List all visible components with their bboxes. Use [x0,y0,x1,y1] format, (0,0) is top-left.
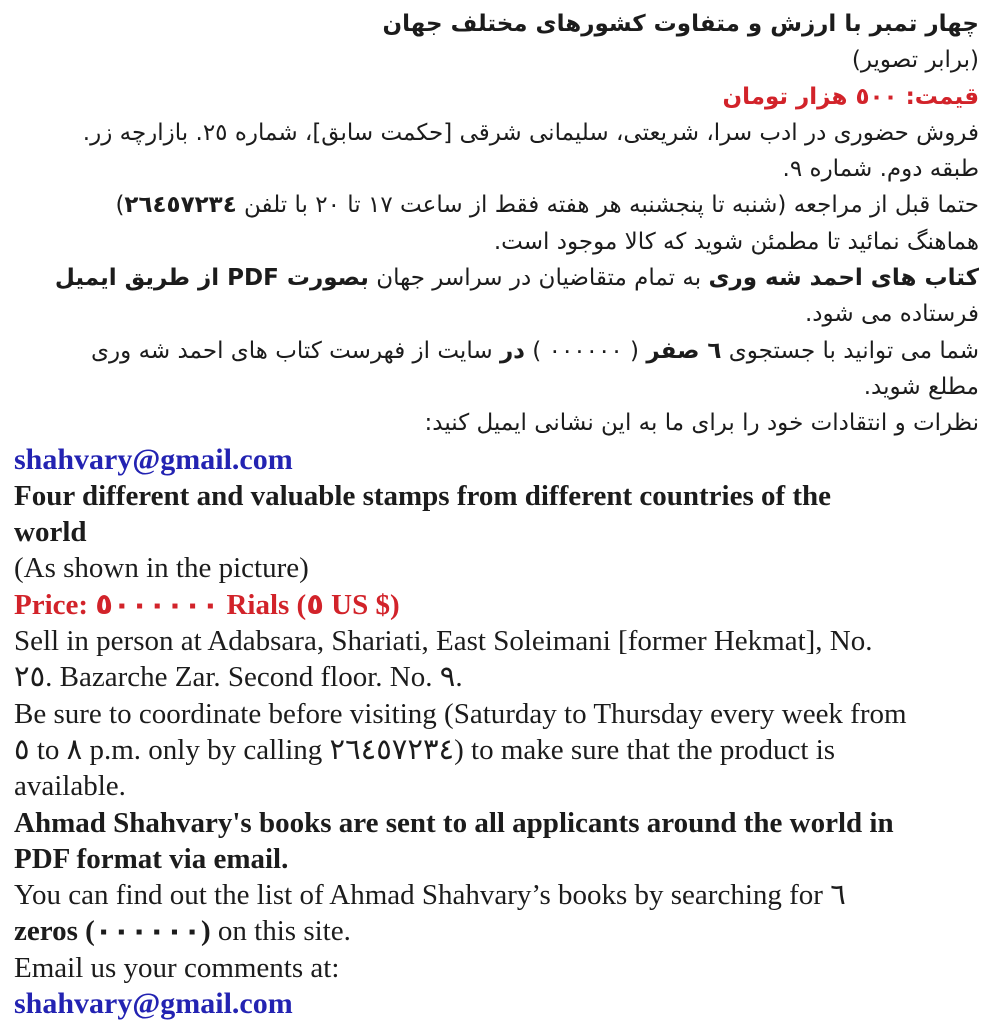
en-zeros-bold: zeros (٠٠٠٠٠٠) [14,915,211,948]
fa-price: قیمت: ٥٠٠ هزار تومان [722,83,979,110]
fa-zeros-digits: ( ٠٠٠٠٠٠ ) [524,337,647,364]
fa-coordinate-line-2: هماهنگ نمائید تا مطمئن شوید که کالا موجود است. [493,228,979,255]
en-title-line-1: Four different and valuable stamps from different countries of the [14,479,832,512]
fa-zeros-line-1 [14,333,979,369]
fa-books-author: کتاب های احمد شه وری [708,265,979,292]
en-coordinate-line-2: ٥ to ٨ p.m. only by calling ٢٦٤٥٧٢٣٤) to make sure that the product is [14,733,836,766]
en-as-picture: (As shown in the picture) [14,552,309,585]
en-zeros-line-1: You can find out the list of Ahmad Shahvary’s books by searching for ٦ [14,879,846,912]
en-books-line-1: Ahmad Shahvary's books are sent to all applicants around the world in [14,806,894,839]
en-sell-line-2: ٢٥. Bazarche Zar. Second floor. No. ٩. [14,661,463,694]
email-link-bottom[interactable]: shahvary@gmail.com [14,987,293,1021]
en-zeros-line-2 [14,913,979,949]
fa-email-label: نظرات و انتقادات خود را برای ما به این نشانی ایمیل کنید: [424,410,979,437]
fa-as-picture: (برابر تصویر) [851,47,979,74]
fa-zeros-in: در [499,337,525,364]
en-coordinate-line-1: Be sure to coordinate before visiting (Saturday to Thursday every week from [14,697,907,730]
fa-six-zeros: ٦ صفر [646,337,722,364]
en-coordinate-line-3: available. [14,770,126,803]
fa-phone-number: ٢٦٤٥٧٢٣٤ [124,192,237,219]
fa-coordinate-line-1 [14,187,979,223]
fa-books-line-2: فرستاده می شود. [804,301,979,328]
en-title-line-2: world [14,516,87,549]
fa-zeros-text-1: شما می توانید با جستجوی [721,337,979,364]
fa-title: چهار تمبر با ارزش و متفاوت کشورهای مختلف جهان [382,11,979,37]
fa-coordinate-text-start: حتما قبل از مراجعه (شنبه تا پنجشنبه هر هفته فقط از ساعت ١٧ تا ٢٠ با تلفن [236,192,979,219]
en-zeros-rest: on this site. [210,915,351,948]
email-link-top[interactable]: shahvary@gmail.com [14,442,293,476]
en-sell-line-1: Sell in person at Adabsara, Shariati, East Soleimani [former Hekmat], No. [14,625,873,658]
fa-coordinate-close-paren: ) [115,192,125,219]
fa-sell-line-2: طبقه دوم. شماره ٩. [782,156,979,183]
fa-books-line-1 [14,260,979,296]
en-price: Price: ٥٠٠٠٠٠٠ Rials (٥ US $) [14,588,400,621]
en-books-line-2: PDF format via email. [14,842,289,875]
fa-zeros-line-2: مطلع شوید. [863,373,979,400]
fa-books-pdf-email: بصورت PDF از طریق ایمیل [54,265,369,292]
fa-zeros-text-2: سایت از فهرست کتاب های احمد شه وری [91,337,500,364]
en-email-label: Email us your comments at: [14,951,340,984]
fa-books-text: به تمام متقاضیان در سراسر جهان [368,265,709,292]
fa-sell-line-1: فروش حضوری در ادب سرا، شریعتی، سلیمانی شرقی [حکمت سابق]، شماره ٢٥. بازارچه زر. [82,119,979,146]
